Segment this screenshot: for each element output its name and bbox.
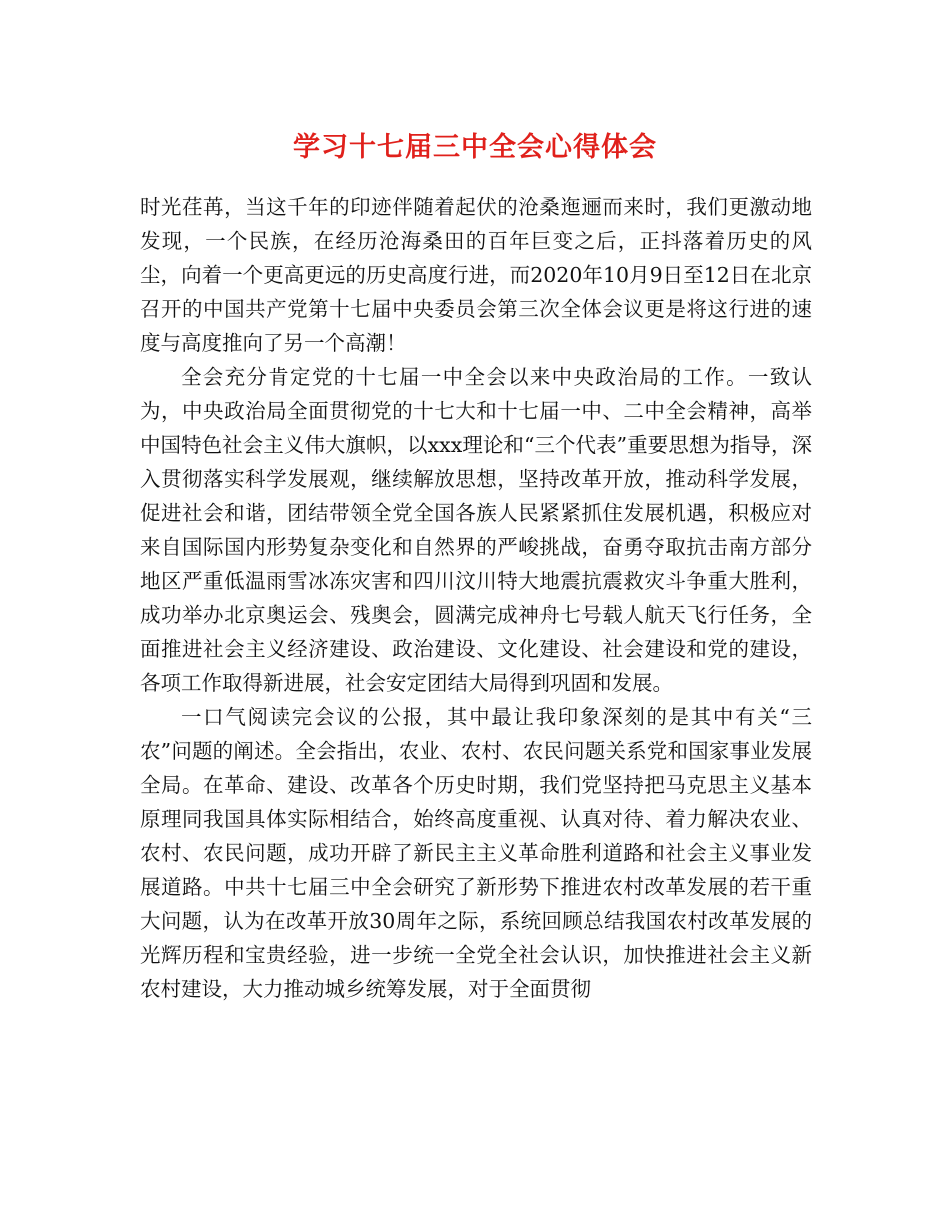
paragraph-sannong: 一口气阅读完会议的公报，其中最让我印象深刻的是其中有关“三农”问题的阐述。全会指出，农业、农村、农民问题关系党和国家事业发展全局。在革命、建设、改革各个历史时期，我们党坚持把马克思主义基本原理同我国具体实际相结合，始终高度重视、认真对待、着力解决农业、农村、农民问题，成功开辟了新民主主义革命胜利道路和社会主义事业发展道路。中共十七届三中全会研究了新形势下推进农村改革发展的若干重大问题，认为在改革开放30周年之际，系统回顾总结我国农村改革发展的光辉历程和宝贵经验，进一步统一全党全社会认识，加快推进社会主义新农村建设，大力推动城乡统筹发展，对于全面贯彻 <box>140 705 812 1001</box>
document-body <box>140 190 812 1006</box>
paragraph-intro: 时光荏苒，当这千年的印迹伴随着起伏的沧桑迤逦而来时，我们更激动地发现，一个民族，在经历沧海桑田的百年巨变之后，正抖落着历史的风尘，向着一个更高更远的历史高度行进，而2020年10月9日至12日在北京召开的中国共产党第十七届中央委员会第三次全体会议更是将这行进的速度与高度推向了另一个高潮！ <box>140 195 812 355</box>
paragraph-plenary-review: 全会充分肯定党的十七届一中全会以来中央政治局的工作。一致认为，中央政治局全面贯彻党的十七大和十七届一中、二中全会精神，高举中国特色社会主义伟大旗帜，以xxx理论和“三个代表”重要思想为指导，深入贯彻落实科学发展观，继续解放思想，坚持改革开放，推动科学发展，促进社会和谐，团结带领全党全国各族人民紧紧抓住发展机遇，积极应对来自国际国内形势复杂变化和自然界的严峻挑战，奋勇夺取抗击南方部分地区严重低温雨雪冰冻灾害和四川汶川特大地震抗震救灾斗争重大胜利，成功举办北京奥运会、残奥会，圆满完成神舟七号载人航天飞行任务，全面推进社会主义经济建设、政治建设、文化建设、社会建设和党的建设，各项工作取得新进展，社会安定团结大局得到巩固和发展。 <box>140 365 812 695</box>
document-title: 学习十七届三中全会心得体会 <box>293 132 657 163</box>
